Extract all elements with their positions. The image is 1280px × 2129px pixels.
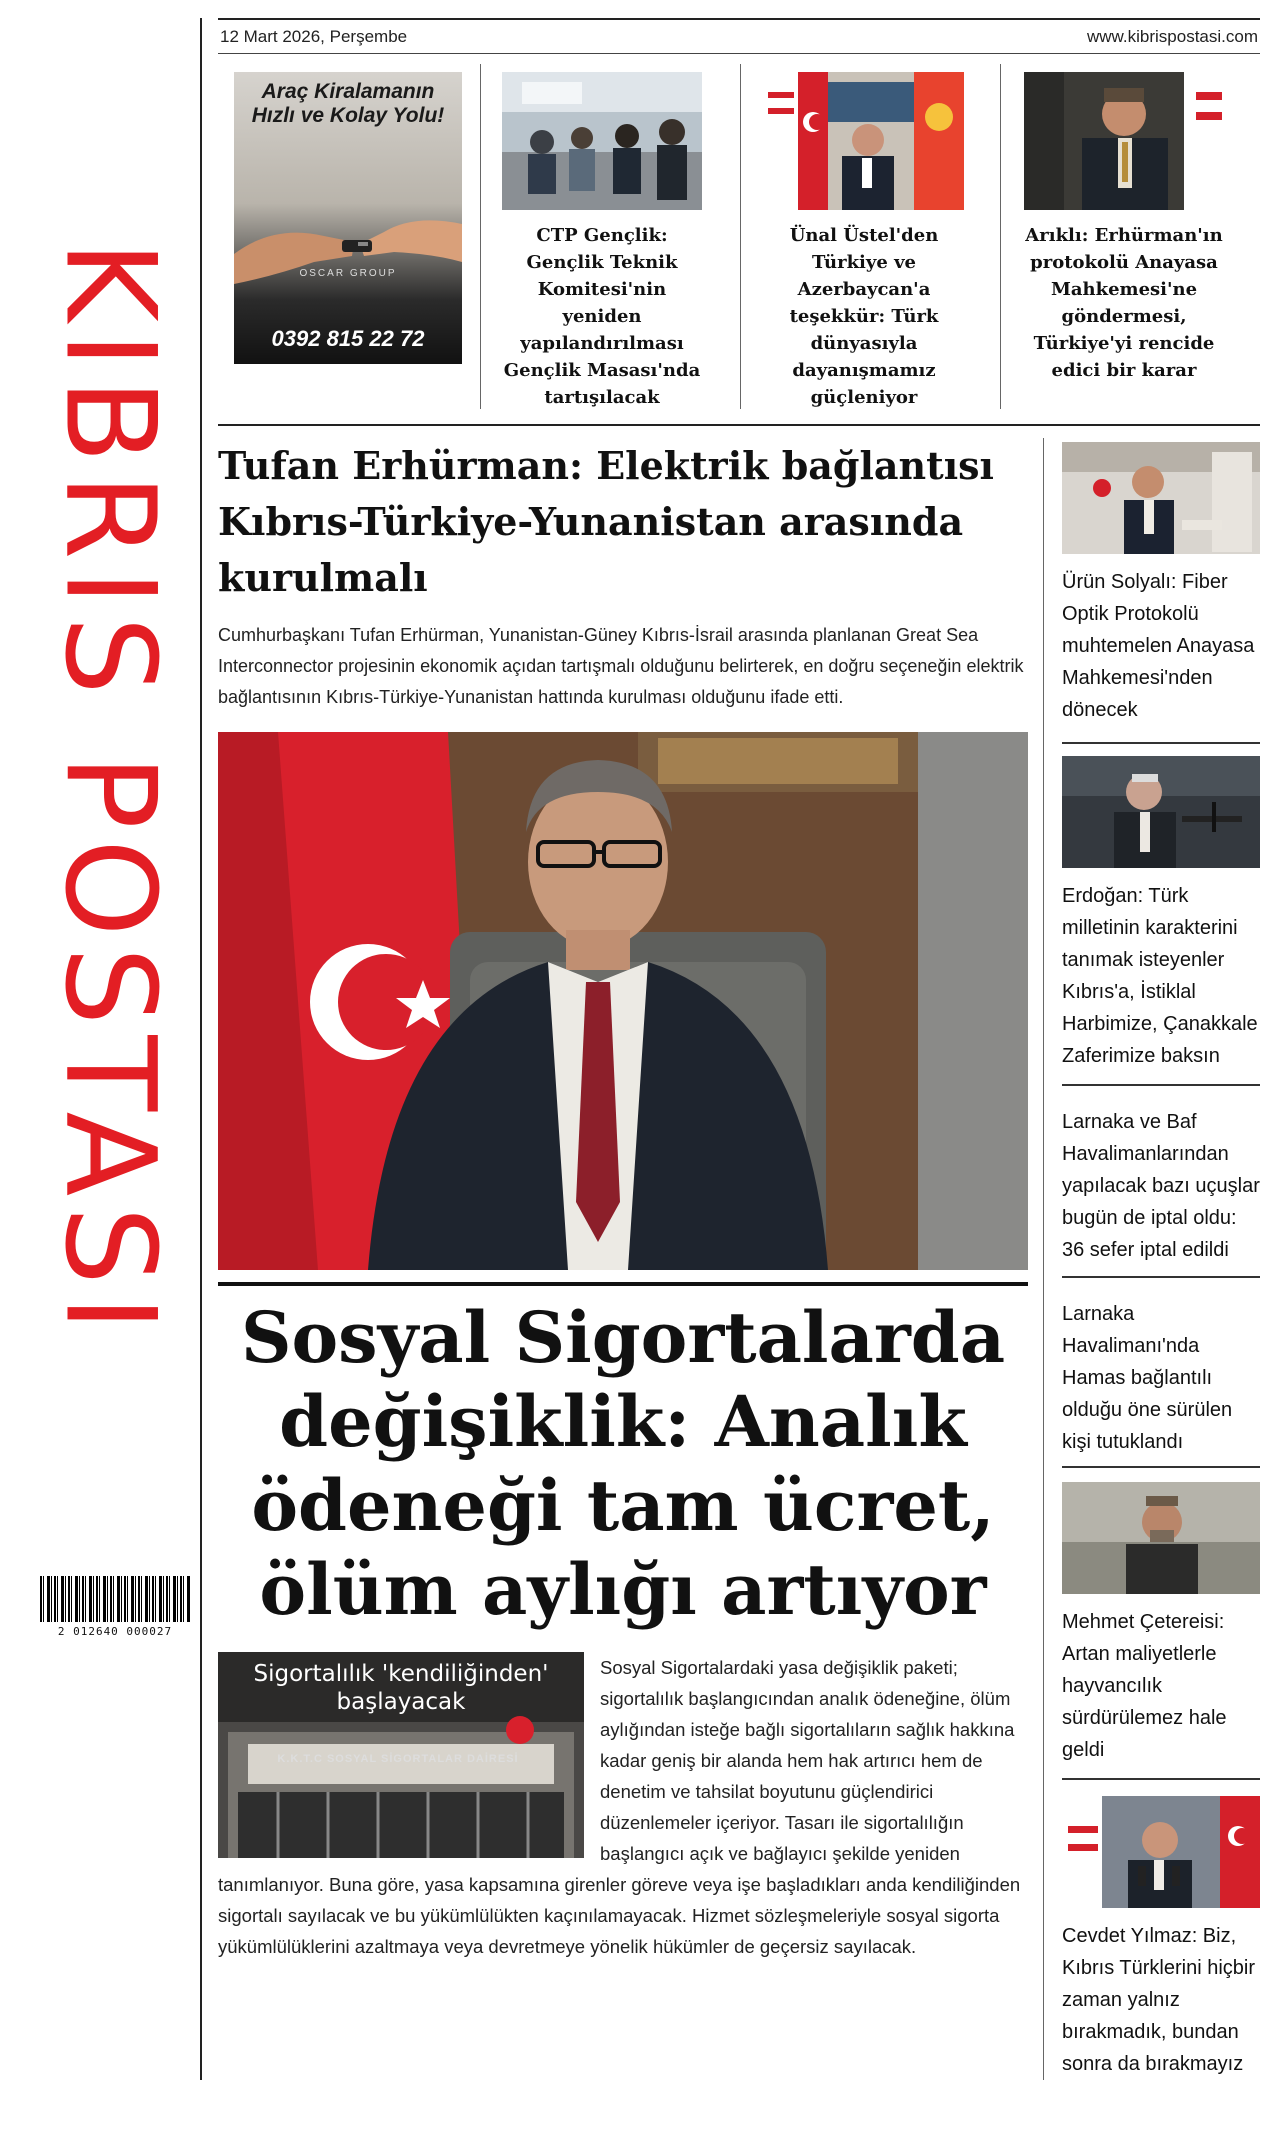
sidebar-photo [1062,1482,1260,1594]
sidebar-item[interactable] [1062,1796,1260,2080]
lead-headline[interactable]: Tufan Erhürman: Elektrik bağlantısı Kıbrıs-Türkiye-Yunanistan arasında kurulmalı [218,443,994,600]
photo-overlay-caption: Sigortalılık 'kendiliğinden' başlayacak [253,1661,549,1715]
issue-date: 12 Mart 2026, Perşembe [220,26,408,46]
sidebar-item[interactable] [1062,442,1260,726]
top-news-item[interactable] [502,72,702,411]
sidebar-title: Erdoğan: Türk milletinin karakterini tanımak isteyenler Kıbrıs'a, İstiklal Harbimize, Çanakkale Zaferimize baksın [1062,885,1258,1067]
sidebar-separator [1062,1084,1260,1086]
sidebar-item[interactable] [1062,1482,1260,1766]
sidebar-separator [1062,1276,1260,1278]
meeting-photo [502,72,702,210]
ad-phone[interactable]: 0392 815 22 72 [271,326,425,351]
top-news-caption: CTP Gençlik: Gençlik Teknik Komitesi'nin yeniden yapılandırılması Gençlik Masası'nda tartışılacak [503,225,701,408]
sidebar-divider [1043,438,1044,2080]
photo-spacer [218,1652,600,1868]
ad-logo: OSCAR GROUP [299,268,397,279]
sidebar-item[interactable] [1062,1286,1260,1458]
sidebar-separator [1062,1778,1260,1780]
flags-portrait-photo [764,72,964,210]
date-bar [218,18,1260,54]
top-news-row [218,64,1260,414]
second-body [218,1652,1038,1962]
sidebar-separator [1062,742,1260,744]
sidebar-item[interactable] [1062,1094,1260,1266]
sidebar-title: Cevdet Yılmaz: Biz, Kıbrıs Türklerini hiçbir zaman yalnız bırakmadık, bundan sonra da bırakmayız [1062,1925,1256,2075]
sidebar-photo [1062,1796,1260,1908]
ad-title: Araç Kiralamanın Hızlı ve Kolay Yolu! [251,80,445,127]
lead-summary: Cumhurbaşkanı Tufan Erhürman, Yunanistan-Güney Kıbrıs-İsrail arasında planlanan Great Sea Interconnector projesinin ekonomik açıdan tartışmalı olduğunu belirterek, en doğru seçeneğin elektrik bağlantısının Kıbrıs-Türkiye-Yunanistan hattında kurulması olduğunu ifade etti. [218,625,1024,707]
column-divider [740,64,741,409]
rental-ad[interactable] [234,72,462,364]
top-news-item[interactable] [764,72,964,411]
barcode-number: 2 012640 000027 [57,1625,173,1638]
sidebar-title: Larnaka ve Baf Havalimanlarından yapılacak bazı uçuşlar bugün de iptal oldu: 36 sefer iptal edildi [1062,1111,1260,1261]
sidebar-title: Mehmet Çetereisi: Artan maliyetlerle hayvancılık sürdürülemez hale geldi [1062,1611,1227,1761]
building-sign: K.K.T.C SOSYAL SİGORTALAR DAİRESİ [277,1753,519,1765]
sidebar-title: Ürün Solyalı: Fiber Optik Protokolü muhtemelen Anayasa Mahkemesi'nden dönecek [1062,571,1255,721]
sidebar-separator [1062,1466,1260,1468]
barcode [40,1576,190,1646]
second-headline[interactable]: Sosyal Sigortalarda değişiklik: Analık ödeneği tam ücret, ölüm aylığı artıyor [240,1296,1006,1631]
top-news-item[interactable] [1024,72,1224,384]
barcode-bars [40,1576,190,1622]
masthead [30,18,190,1563]
sidebar-photo [1062,756,1260,868]
masthead-divider [200,18,202,2080]
top-news-caption: Ünal Üstel'den Türkiye ve Azerbaycan'a teşekkür: Türk dünyasıyla dayanışmamız güçleniyor [789,225,939,408]
section-divider [218,1282,1028,1286]
column-divider [1000,64,1001,409]
sidebar-photo [1062,442,1260,554]
politician-portrait-photo [1024,72,1224,210]
masthead-title: KIBRIS POSTASI [38,239,182,1342]
site-url[interactable]: www.kibrispostasi.com [1087,26,1258,46]
top-news-caption: Arıklı: Erhürman'ın protokolü Anayasa Mahkemesi'ne göndermesi, Türkiye'yi rencide edici bir karar [1025,225,1223,381]
sidebar-title: Larnaka Havalimanı'nda Hamas bağlantılı olduğu öne sürülen kişi tutuklandı [1062,1303,1233,1453]
section-divider [218,424,1260,426]
lead-photo[interactable] [218,732,1028,1270]
second-body-text: Sosyal Sigortalardaki yasa değişiklik paketi; sigortalılık başlangıcından analık ödeneğine, ölüm aylığından isteğe bağlı sigortalıların sağlık hakkına kadar geniş bir alanda hem hak artırıcı hem de denetim ve tahsilat boyutunu güçlendirici düzenlemeler içeriyor. Tasarı ile sigortalılığın başlangıcı açık ve bağlayıcı şekilde yeniden tanımlanıyor. Buna göre, yasa kapsamına girenler göreve veya işe başladıkları anda kendiliğinden sigortalı sayılacak ve bu yükümlülükten kaçınılamayacak. Hizmet sözleşmeleriyle sosyal sigorta yükümlülüklerini azaltmaya veya devretmeye yönelik hükümler de geçersiz sayılacak. [218,1657,1021,1957]
column-divider [480,64,481,409]
sidebar-item[interactable] [1062,756,1260,1072]
